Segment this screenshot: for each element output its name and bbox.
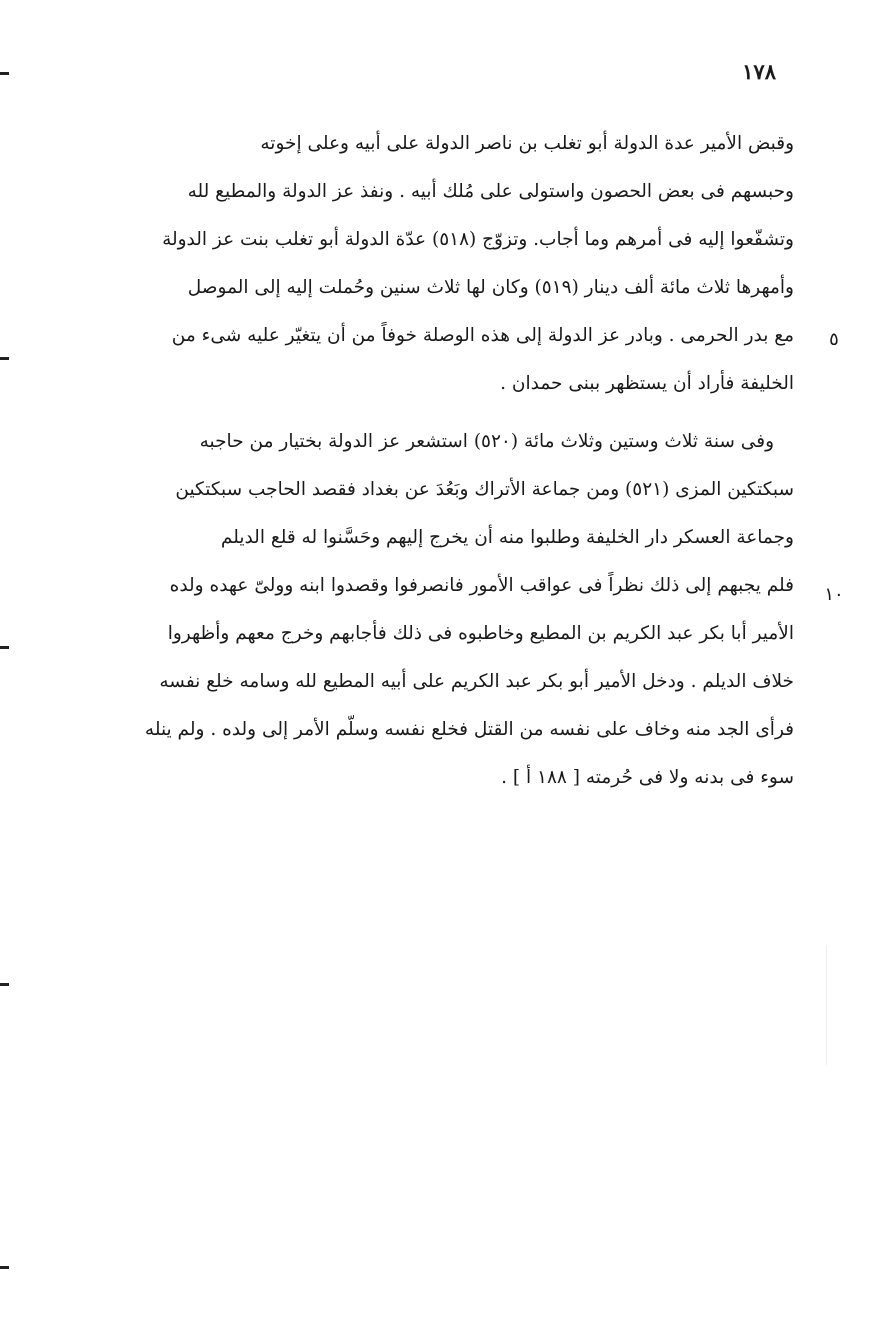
text-line: سوء فى بدنه ولا فى حُرمته [ ١٨٨ أ ] . — [501, 767, 794, 788]
text-line: فلم يجبهم إلى ذلك نظراً فى عواقب الأمور فانصرفوا وقصدوا ابنه وولىّ عهده ولده — [169, 575, 794, 596]
edge-mark — [0, 983, 9, 986]
text-line: خلاف الديلم . ودخل الأمير أبو بكر عبد الكريم على أبيه المطيع لله وسامه خلع نفسه — [159, 671, 794, 692]
margin-line-number: ١٠ — [824, 584, 844, 605]
text-line: الأمير أبا بكر عبد الكريم بن المطيع وخاطبوه فى ذلك فأجابهم وخرج معهم وأظهروا — [167, 623, 794, 644]
text-line: وأمهرها ثلاث مائة ألف دينار (٥١٩) وكان لها ثلاث سنين وحُملت إليه إلى الموصل — [187, 277, 794, 298]
text-line: سبكتكين المزى (٥٢١) ومن جماعة الأتراك وبَعُدَ عن بغداد فقصد الحاجب سبكتكين — [175, 479, 794, 500]
text-line: وفى سنة ثلاث وستين وثلاث مائة (٥٢٠) استشعر عز الدولة بختيار من حاجبه — [199, 431, 774, 452]
scan-artifact — [826, 945, 827, 1065]
text-line: وتشفّعوا إليه فى أمرهم وما أجاب. وتزوّج (٥١٨) عدّة الدولة أبو تغلب بنت عز الدولة — [162, 229, 794, 250]
edge-mark — [0, 646, 9, 649]
text-line: مع بدر الحرمى . وبادر عز الدولة إلى هذه الوصلة خوفاً من أن يتغيّر عليه شىء من — [171, 325, 794, 346]
paragraph — [126, 418, 794, 802]
text-line: وجماعة العسكر دار الخليفة وطلبوا منه أن يخرج إليهم وحَسَّنوا له قلع الديلم — [220, 527, 794, 548]
text-line: وقبض الأمير عدة الدولة أبو تغلب بن ناصر الدولة على أبيه وعلى إخوته — [260, 133, 794, 154]
edge-mark — [0, 357, 9, 360]
paragraph — [126, 120, 794, 408]
text-line: وحبسهم فى بعض الحصون واستولى على مُلك أبيه . ونفذ عز الدولة والمطيع لله — [187, 181, 794, 202]
page-number: ١٧٨ — [742, 59, 776, 84]
text-line: الخليفة فأراد أن يستظهر ببنى حمدان . — [500, 373, 794, 394]
margin-line-number: ٥ — [829, 329, 839, 350]
text-line: فرأى الجد منه وخاف على نفسه من القتل فخلع نفسه وسلّم الأمر إلى ولده . ولم ينله — [144, 719, 794, 740]
edge-mark — [0, 72, 9, 75]
edge-mark — [0, 1266, 9, 1269]
